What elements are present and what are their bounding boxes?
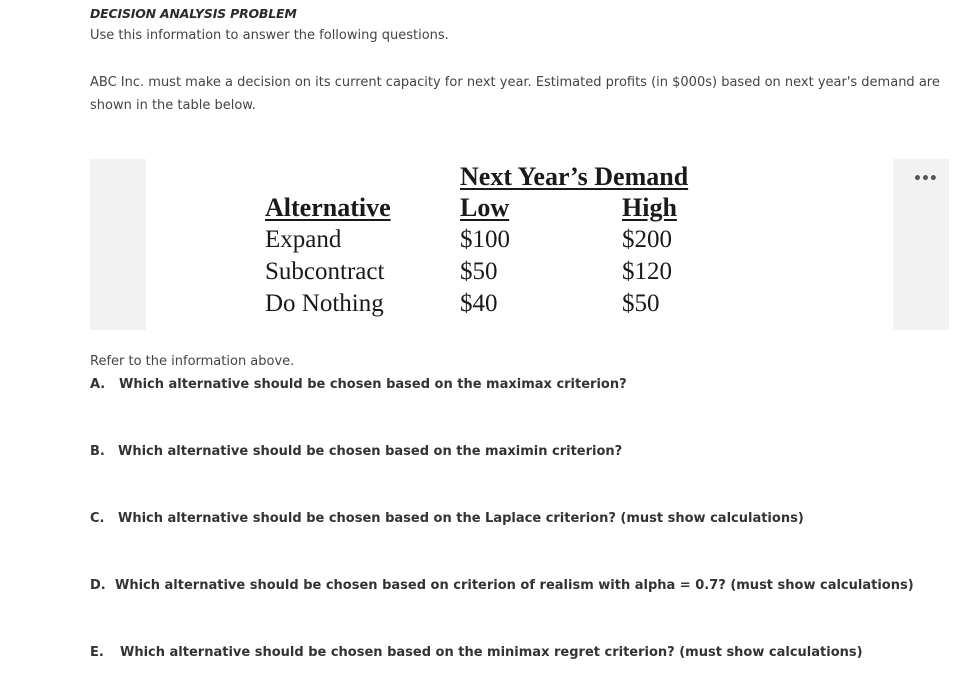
question-c-letter: C. <box>90 511 105 526</box>
question-b-letter: B. <box>90 444 105 459</box>
row-do-nothing-alternative: Do Nothing <box>265 290 384 317</box>
row-subcontract-high: $120 <box>622 258 672 285</box>
row-subcontract-alternative: Subcontract <box>265 258 385 285</box>
instructions-text: Use this information to answer the following questions. <box>90 28 449 43</box>
more-options-icon[interactable]: ••• <box>913 171 937 187</box>
row-do-nothing-low: $40 <box>460 290 498 317</box>
row-expand-high: $200 <box>622 226 672 253</box>
column-header-alternative: Alternative <box>265 193 391 222</box>
refer-text: Refer to the information above. <box>90 354 295 369</box>
question-a-text: Which alternative should be chosen based on the maximax criterion? <box>119 377 627 392</box>
row-do-nothing-high: $50 <box>622 290 660 317</box>
question-d-text: Which alternative should be chosen based on criterion of realism with alpha = 0.7? (must show calculations) <box>115 578 914 593</box>
question-b-text: Which alternative should be chosen based on the maximin criterion? <box>118 444 623 459</box>
question-a <box>90 377 627 392</box>
table-title: Next Year’s Demand <box>460 162 689 191</box>
context-paragraph: ABC Inc. must make a decision on its current capacity for next year. Estimated profits (in $000s) based on next year's demand are shown in the table below. <box>90 75 940 113</box>
question-d <box>90 578 914 593</box>
question-e-text: Which alternative should be chosen based on the minimax regret criterion? (must show calculations) <box>120 645 863 660</box>
row-subcontract-low: $50 <box>460 258 498 285</box>
column-header-high: High <box>622 193 677 222</box>
column-header-low: Low <box>460 193 510 222</box>
question-a-letter: A. <box>90 377 106 392</box>
row-expand-low: $100 <box>460 226 510 253</box>
problem-title: DECISION ANALYSIS PROBLEM <box>90 6 297 21</box>
row-expand-alternative: Expand <box>265 226 342 253</box>
question-e-letter: E. <box>90 645 104 660</box>
question-c-text: Which alternative should be chosen based on the Laplace criterion? (must show calculations) <box>118 511 804 526</box>
image-left-margin <box>90 159 146 330</box>
question-e <box>90 645 863 660</box>
question-b <box>90 444 622 459</box>
question-d-letter: D. <box>90 578 106 593</box>
question-c <box>90 511 804 526</box>
